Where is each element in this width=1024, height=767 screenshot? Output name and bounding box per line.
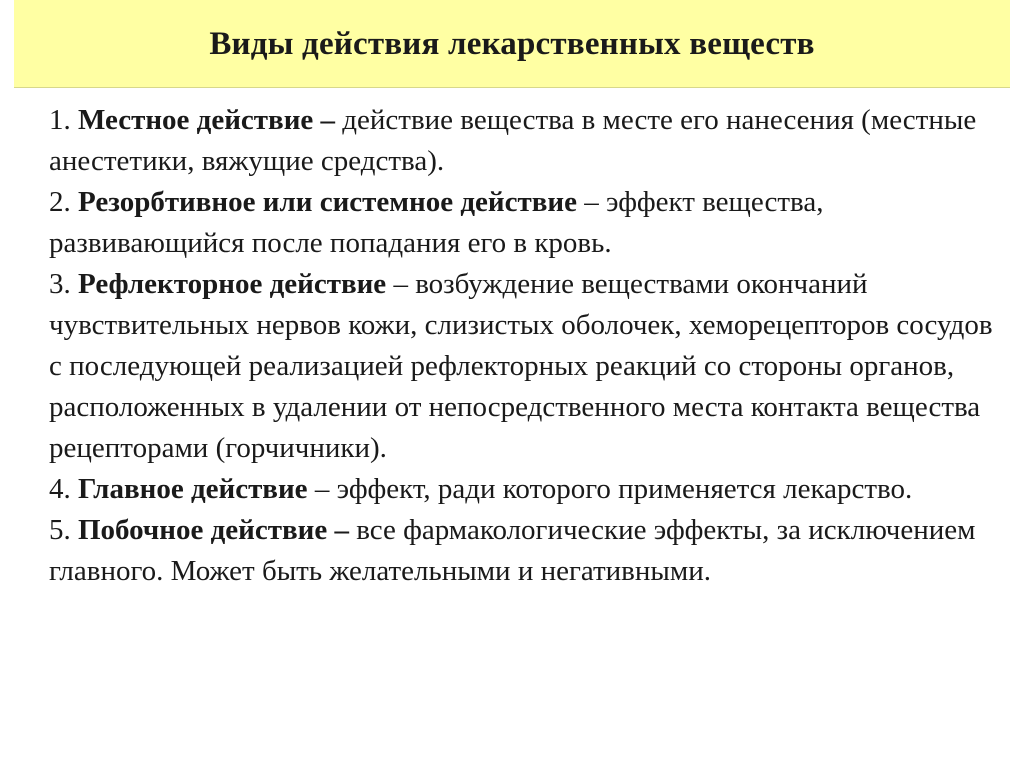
item-number: 1. (49, 104, 71, 136)
item-definition: возбуждение веществами окончаний чувствительных нервов кожи, слизистых оболочек, хеморецепторов сосудов с последующей реализацией рефлекторных реакций со стороны органов, расположенных в удалении от непосредственного места контакта вещества рецепторами (горчичники). (49, 268, 993, 464)
item-separator: – (313, 104, 343, 136)
list-item-2 (49, 182, 1009, 264)
item-number: 4. (49, 473, 71, 505)
list-item-5 (49, 510, 1009, 592)
item-definition: эффект вещества, развивающийся после попадания его в кровь. (49, 186, 824, 259)
item-term: Резорбтивное или системное действие (78, 186, 577, 218)
item-term: Главное действие (78, 473, 308, 505)
list-item-4 (49, 469, 1009, 510)
item-number: 2. (49, 186, 71, 218)
content-list (49, 100, 1009, 592)
item-definition: все фармакологические эффекты, за исключением главного. Может быть желательными и негативными. (49, 514, 976, 587)
item-term: Местное действие (78, 104, 314, 136)
item-definition: действие вещества в месте его нанесения (местные анестетики, вяжущие средства). (49, 104, 977, 177)
item-separator: – (327, 514, 357, 546)
item-number: 5. (49, 514, 71, 546)
item-definition: эффект, ради которого применяется лекарство. (336, 473, 913, 505)
item-separator: – (576, 186, 606, 218)
item-separator: – (307, 473, 337, 505)
list-item-1 (49, 100, 1009, 182)
item-separator: – (386, 268, 416, 300)
slide-title: Виды действия лекарственных веществ (209, 26, 815, 62)
list-item-3 (49, 264, 1009, 469)
item-number: 3. (49, 268, 71, 300)
title-bar (14, 0, 1010, 88)
item-term: Рефлекторное действие (78, 268, 387, 300)
item-term: Побочное действие (78, 514, 328, 546)
